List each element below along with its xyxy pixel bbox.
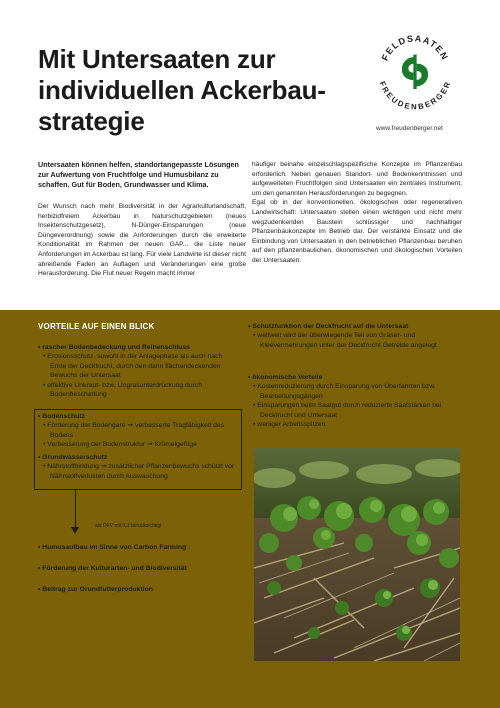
logo-arc-top: FELDSAATEN (379, 33, 451, 63)
benefit-heading: • ökonomische Vorteile (248, 373, 462, 382)
logo-arc-bottom: FREUDENBERGER (377, 80, 453, 112)
undersown-crop-photo (254, 448, 460, 661)
intro-lead: Untersaaten können helfen, standortangepasste Lösungen zur Aufwertung von Fruchtfolge und Humusbilanz zu schaffen. Gut für Boden, Grundwasser und Klima. (38, 160, 239, 189)
benefit-item-economic (248, 373, 462, 429)
feldsaaten-freudenberger-logo (374, 30, 456, 112)
benefit-heading: • Bodenschutz (38, 412, 236, 421)
benefit-heading: • rascher Bodenbedeckung und Reihenschluss (38, 343, 238, 352)
benefit-sub: • weniger Arbeitsspitzen (248, 420, 462, 429)
benefit-sub: • Kostenreduzierung durch Einsparung von Überfahrten bzw. Bearbeitungsgängen (248, 382, 462, 401)
website-url[interactable]: www.freudenberger.net (376, 125, 443, 132)
benefit-sub: • Verbesserung der Bodenstruktur ➞ Krümelgefüge (38, 440, 236, 449)
benefit-item-ground-cover (38, 343, 238, 399)
arrow-line (75, 489, 76, 527)
intro-column-2 (252, 160, 462, 266)
benefit-heading: • Förderung der Kulturarten- und Biodiversität (38, 564, 248, 573)
benefit-sub: • Nährstoffbindung ➞ zusätzlicher Pflanzenbewuchs schützt vor Nährstoffverlusten durch Auswaschung (38, 462, 236, 481)
arrow-down-icon (71, 527, 79, 534)
benefit-sub: • effektive Unkraut- bzw. Ungrasunterdrückung durch Bodenbeschattung (38, 381, 238, 400)
ofv-note: als ÖFV mit 0,3 berücksichtigt (95, 523, 162, 529)
benefit-heading: • Grundwasserschutz (38, 453, 236, 462)
benefit-sub: • Erosionsschutz, sowohl in der Anlagephase als auch nach Ernte der Deckfrucht, durch den dann flächendeckenden Bewuchs der Untersaat (38, 352, 238, 380)
benefits-title: VORTEILE AUF EINEN BLICK (38, 322, 155, 331)
intro-body: Der Wunsch nach mehr Biodiversität in der Agrarkulturlandschaft, herbizidfreiem Ackerbau in Naturschutzgebieten (neues Insektenschutzgesetz), N-Dünger-Einsparungen (neue Düngeverordnung) sowie die Anforderungen durch die erweiterte Konditionalität im Rahmen der neuen GAP... die Liste neuer Anforderungen im Ackerbau ist lang. Für viele Landwirte ist dieser nicht abreißende Faden an Auflagen und Veränderungen eine große Herausforderung. Die Flut neuer Regeln macht immer (38, 203, 246, 278)
benefit-item-groundwater (38, 453, 236, 481)
benefit-sub: • Einsparungen beim Saatgut durch reduzierte Saatstärken bei Deckfrucht und Untersaat (248, 401, 462, 420)
benefit-item-forage (38, 585, 248, 594)
benefit-item-biodiversity (38, 564, 248, 573)
benefit-item-protection (248, 322, 462, 350)
benefit-sub: • weltweit wird der überwiegende Teil von Gräser- und Kleevermehrungen unter der Deckfrucht Getreide angelegt (248, 331, 462, 350)
benefit-sub: • Förderung der Bodengare ➞ verbesserte Tragfähigkeit des Bodens (38, 421, 236, 440)
benefit-heading: • Beitrag zur Grundfutterproduktion (38, 585, 248, 594)
logo-mark-icon (395, 52, 434, 91)
benefit-heading: • Humusaufbau im Sinne von Carbon Farming (38, 543, 248, 552)
benefit-item-humus (38, 543, 248, 552)
intro-col2-paragraph-2: Egal ob in der konventionellen, ökologischen oder regenerativen Landwirtschaft: Untersaaten stellen einen wichtigen und nicht mehr wegzudenkenden Baustein schlüssiger und nachhaltiger Pflanzenbaukonzepte im Betrieb dar. Der verstärkte Einsatz und die Einbindung von Untersaaten in den betrieblichen Pflanzenbau beruhen auf den pflanzenbaulichen, ökonomischen und ökologischen Vorteilen der Untersaaten. (252, 199, 462, 264)
benefit-heading: • Schutzfunktion der Deckfrucht auf die Untersaat (248, 322, 462, 331)
intro-col2-paragraph-1: häufiger beinahe einzelschlagspezifische Konzepte im Pflanzenbau erforderlich. Neben genauen Standort- und Bodenkenntnissen und aufgeweiteten Fruchtfolgen sind Untersaaten ein zentrales Instrument, um den genannten Herausforderungen zu begegnen. (252, 161, 462, 197)
benefit-item-soil (38, 412, 236, 450)
page-title: Mit Untersaaten zur individuellen Ackerbaustrategie (38, 44, 326, 136)
